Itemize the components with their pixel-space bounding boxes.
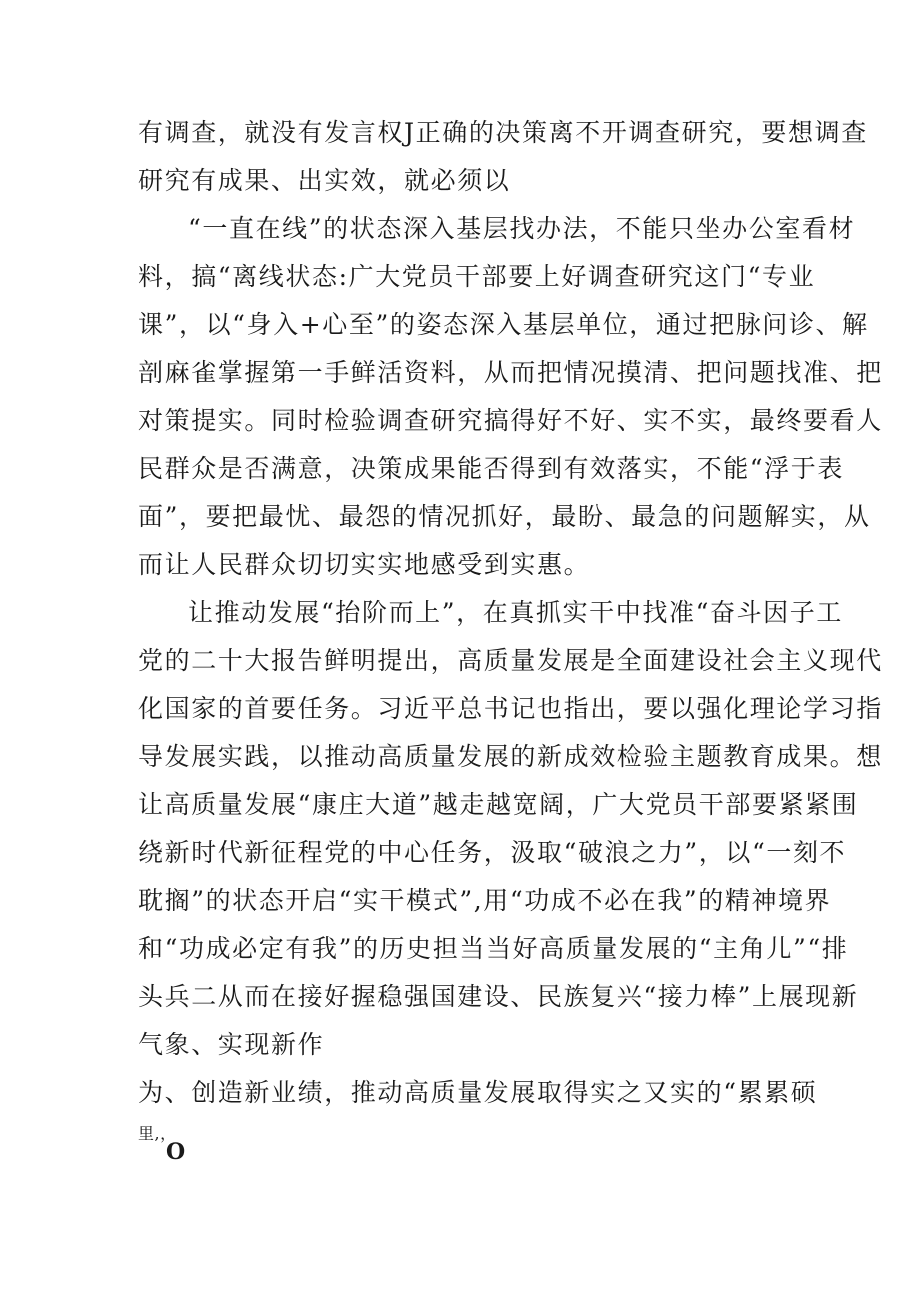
text-line-13: 化国家的首要任务。习近平总书记也指出，要以强化理论学习指 — [138, 694, 883, 723]
text-line-15: 让高质量发展“康庄大道”越走越宽阔，广大党员干部要紧紧围 — [138, 790, 859, 819]
text-line-2: 研究有成果、出实效，就必须以 — [138, 166, 511, 195]
text-line-11: 让推动发展“抬阶而上”，在真抓实干中找准“奋斗因子工 — [188, 598, 843, 627]
text-line-18: 和“功成必定有我”的历史担当当好高质量发展的“主角儿”“排 — [138, 934, 849, 963]
text-line-9: 面”，要把最忧、最怨的情况抓好，最盼、最急的问题解实，从 — [138, 502, 871, 531]
text-line-23: O — [166, 1139, 187, 1165]
text-line-7: 对策提实。同时检验调查研究搞得好不好、实不实，最终要看人 — [138, 406, 883, 435]
text-line-12: 党的二十大报告鲜明提出，高质量发展是全面建设社会主义现代 — [138, 646, 883, 675]
text-line-5: 课”，以“身入+心至”的姿态深入基层单位，通过把脉问诊、解 — [138, 310, 869, 339]
text-line-20: 气象、实现新作 — [138, 1030, 325, 1059]
text-line-6: 剖麻雀掌握第一手鲜活资料，从而把情况摸清、把问题找准、把 — [138, 358, 883, 387]
text-line-10: 而让人民群众切切实实地感受到实惠。 — [138, 550, 591, 579]
text-line-1: 有调查，就没有发言权J正确的决策离不开调查研究，要想调查 — [138, 118, 868, 147]
text-line-4: 料，搞“离线状态:广大党员干部要上好调查研究这门“专业 — [138, 262, 816, 291]
text-line-17: 耽搁”的状态开启“实干模式”,用“功成不必在我”的精神境界 — [138, 886, 832, 915]
text-line-16: 绕新时代新征程党的中心任务，汲取“破浪之力”，以“一刻不 — [138, 838, 847, 867]
text-line-14: 导发展实践，以推动高质量发展的新成效检验主题教育成果。想 — [138, 742, 883, 771]
text-line-3: “一直在线”的状态深入基层找办法，不能只坐办公室看材 — [188, 214, 856, 243]
text-line-22: 里,， — [138, 1124, 177, 1143]
text-line-19: 头兵二从而在接好握稳强国建设、民族复兴“接力棒”上展现新 — [138, 982, 859, 1011]
text-line-21: 为、创造新业绩，推动高质量发展取得实之又实的“累累硕 — [138, 1078, 818, 1107]
text-line-8: 民群众是否满意，决策成果能否得到有效落实，不能“浮于表 — [138, 454, 844, 483]
